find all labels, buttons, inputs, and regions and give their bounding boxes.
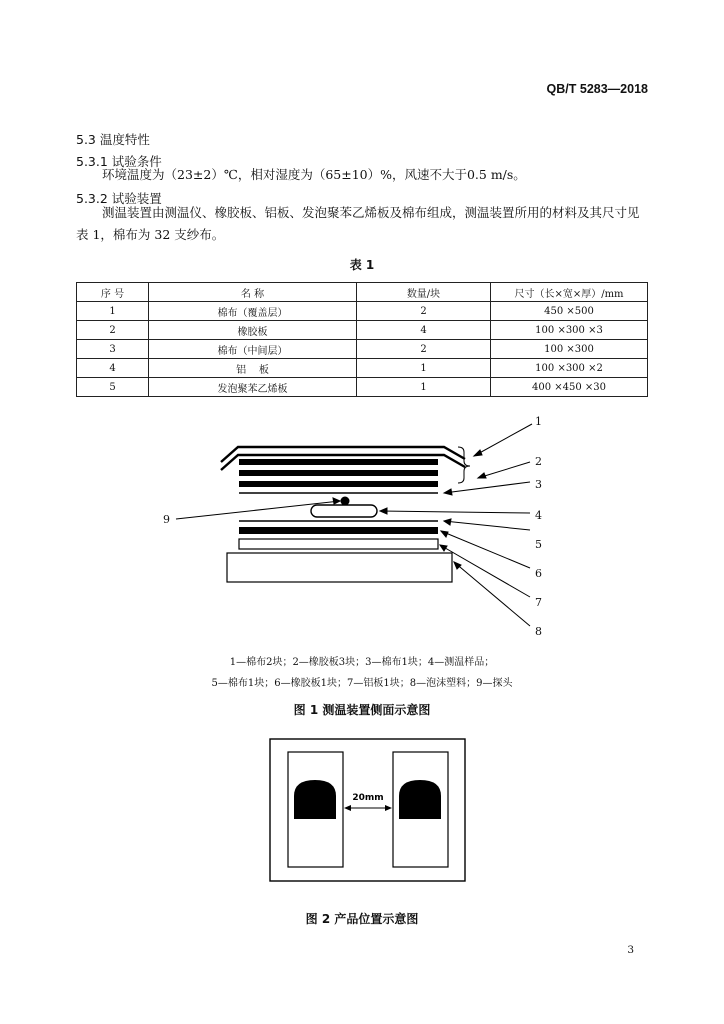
cell-index: 2 bbox=[77, 321, 149, 340]
cell-index: 3 bbox=[77, 340, 149, 359]
table-row bbox=[77, 302, 648, 321]
callout-7: 7 bbox=[535, 596, 542, 609]
rubber-plate bbox=[239, 459, 438, 465]
callout-1: 1 bbox=[535, 415, 542, 428]
callout-3: 3 bbox=[535, 478, 542, 491]
table-row bbox=[77, 321, 648, 340]
page-number: 3 bbox=[627, 944, 634, 956]
cell-index: 5 bbox=[77, 378, 149, 397]
leader-line-5 bbox=[444, 521, 530, 530]
cell-size: 100 ×300 bbox=[491, 340, 648, 359]
cell-name: 发泡聚苯乙烯板 bbox=[149, 378, 357, 397]
leader-line-3 bbox=[444, 482, 530, 493]
cell-name: 铝 板 bbox=[149, 359, 357, 378]
section-heading-5-3-2: 5.3.2 试验装置 bbox=[76, 191, 162, 206]
cell-quantity: 2 bbox=[357, 340, 491, 359]
leader-line-4 bbox=[380, 511, 530, 513]
cell-name: 棉布（覆盖层） bbox=[149, 302, 357, 321]
apparatus-side-view-diagram bbox=[0, 408, 724, 648]
col-header-name: 名 称 bbox=[149, 283, 357, 302]
figure1-caption: 图 1 测温装置侧面示意图 bbox=[293, 703, 431, 717]
table-row bbox=[77, 378, 648, 397]
cell-quantity: 2 bbox=[357, 302, 491, 321]
cell-size: 100 ×300 ×2 bbox=[491, 359, 648, 378]
cell-quantity: 4 bbox=[357, 321, 491, 340]
cell-size: 400 ×450 ×30 bbox=[491, 378, 648, 397]
leader-line-7 bbox=[440, 545, 530, 597]
callout-4: 4 bbox=[535, 509, 542, 522]
table-row bbox=[77, 359, 648, 378]
figure1-legend-line-1: 1—棉布2块；2—橡胶板3块；3—棉布1块；4—测温样品； bbox=[229, 657, 495, 668]
temperature-sample bbox=[311, 505, 377, 517]
callout-9: 9 bbox=[163, 513, 170, 526]
sensor-right bbox=[399, 780, 441, 819]
arrowhead-icon bbox=[478, 473, 486, 478]
section-heading-5-3: 5.3 温度特性 bbox=[76, 132, 150, 147]
callout-8: 8 bbox=[535, 625, 542, 638]
col-header-quantity: 数量/块 bbox=[357, 283, 491, 302]
arrowhead-icon bbox=[333, 498, 340, 504]
arrowhead-icon bbox=[444, 519, 451, 525]
table-row bbox=[77, 340, 648, 359]
callout-2: 2 bbox=[535, 455, 542, 468]
test-conditions-text: 环境温度为（23±2）℃，相对湿度为（65±10）%，风速不大于0.5 m/s。 bbox=[102, 167, 526, 182]
figure1-legend-line-2: 5—棉布1块；6—橡胶板1块；7—铝板1块；8—泡沫塑料；9—探头 bbox=[211, 678, 513, 689]
rubber-plate bbox=[239, 527, 438, 534]
cell-name: 橡胶板 bbox=[149, 321, 357, 340]
callout-5: 5 bbox=[535, 538, 542, 551]
gap-label: 20mm bbox=[352, 793, 384, 803]
test-apparatus-text: 测温装置由测温仪、橡胶板、铝板、发泡聚苯乙烯板及棉布组成，测温装置所用的材料及其尺寸见表 1，棉布为 32 支纱布。 bbox=[76, 205, 640, 242]
cell-quantity: 1 bbox=[357, 359, 491, 378]
col-header-size: 尺寸（长×宽×厚）/mm bbox=[491, 283, 648, 302]
callout-6: 6 bbox=[535, 567, 542, 580]
leader-line-2 bbox=[478, 462, 530, 478]
document-code: QB/T 5283—2018 bbox=[546, 82, 648, 96]
cell-name: 棉布（中间层） bbox=[149, 340, 357, 359]
arrowhead-icon bbox=[454, 562, 461, 569]
table-caption: 表 1 bbox=[349, 258, 375, 272]
arrowhead-icon bbox=[380, 508, 387, 514]
materials-table bbox=[76, 282, 648, 397]
figure2-caption: 图 2 产品位置示意图 bbox=[305, 912, 419, 926]
sensor-left bbox=[294, 780, 336, 819]
aluminum-plate bbox=[239, 539, 438, 549]
section-heading-5-3-1: 5.3.1 试验条件 bbox=[76, 154, 162, 169]
col-header-index: 序 号 bbox=[77, 283, 149, 302]
cell-size: 450 ×500 bbox=[491, 302, 648, 321]
cell-index: 1 bbox=[77, 302, 149, 321]
cell-quantity: 1 bbox=[357, 378, 491, 397]
table-header-row bbox=[77, 283, 648, 302]
arrowhead-icon bbox=[440, 545, 447, 551]
cell-size: 100 ×300 ×3 bbox=[491, 321, 648, 340]
rubber-plate bbox=[239, 470, 438, 476]
arrowhead-icon bbox=[444, 489, 452, 495]
leader-line-1 bbox=[474, 424, 532, 456]
cell-index: 4 bbox=[77, 359, 149, 378]
probe bbox=[341, 497, 350, 506]
rubber-plate bbox=[239, 481, 438, 487]
product-position-diagram bbox=[0, 735, 724, 887]
arrowhead-icon bbox=[441, 531, 448, 537]
arrowhead-icon bbox=[474, 450, 482, 456]
foam-board bbox=[227, 553, 452, 582]
leader-line-8 bbox=[454, 562, 530, 626]
